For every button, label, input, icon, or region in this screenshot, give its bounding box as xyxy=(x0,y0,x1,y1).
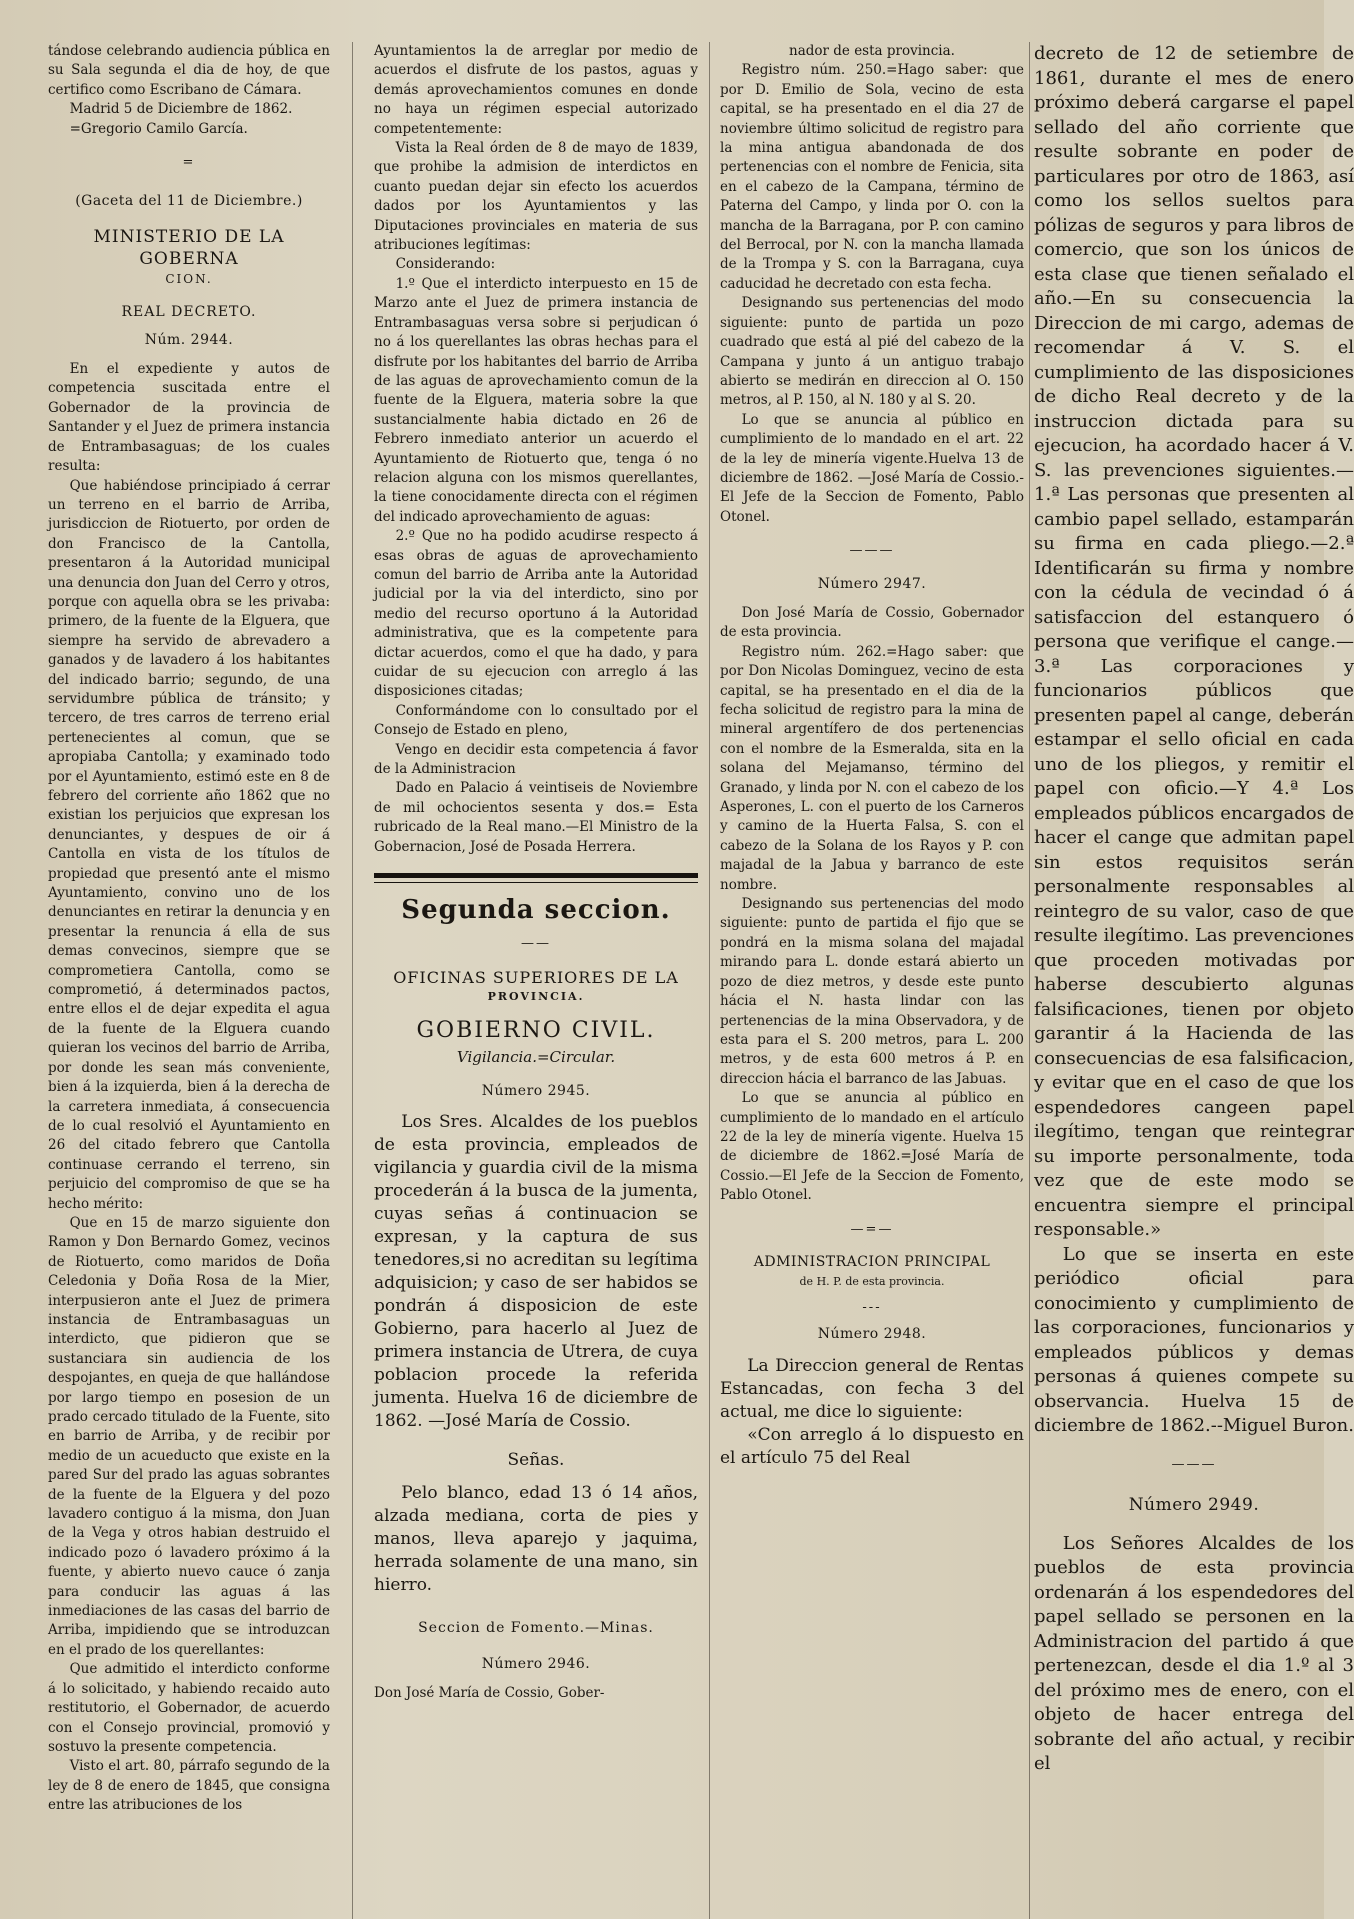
paragraph: Don José María de Cossio, Gobernador de esta provincia. xyxy=(720,604,1024,641)
paragraph: Que en 15 de marzo siguiente don Ramon y Don Bernardo Gomez, vecinos de Riotuerto, como maridos de Doña Celedonia y Doña Rosa de la Mier, interpusieron ante el Juez de primera instancia de Entrambasaguas un interdicto, que pidieron que se sustanciara sin audiencia de los despojantes, en queja de que hallándose por largo tiempo en posesion de un prado cercado titulado de la Fuente, sito en barrio de Arriba, y de recibir por medio de un acueducto que existe en la pared Sur del prado las aguas sobrantes de la fuente de la Elguera y del pozo lavadero contiguo á la misma, don Juan de la Vega y otros habian destruido el indicado pozo ó lavadero próximo á la fuente, y abierto nuevo cauce ó zanja para conducir las aguas á las inmediaciones de las casas del barrio de Arriba, impidiendo que se introduzcan en el prado de los querellantes: xyxy=(48,1214,330,1658)
paragraph: Conformándome con lo consultado por el Consejo de Estado en pleno, xyxy=(374,702,698,739)
date-line: Madrid 5 de Diciembre de 1862. xyxy=(69,101,293,118)
paragraph: Registro núm. 262.=Hago saber: que por Don Nicolas Dominguez, vecino de esta capital, se ha presentado en el dia de la fecha solicitud de registro para la mina de mineral argentífero de dos pertenencias con el nombre de la Esmeralda, sita en la solana del Mejamanso, término del Granado, y linda por N. con el cabezo de los Asperones, L. con el puerto de los Carneros y camino de la Huerta Falsa, S. con el cabezo de la Solana de los Rayos y P. con majadal de la Jabua y barranco de este nombre. xyxy=(720,643,1024,893)
paragraph: Designando sus pertenencias del modo siguiente: punto de partida un pozo cuadrado que está al pié del cabezo de la Campana y junto á un antiguo trabajo abierto se medirán en direccion al O. 150 metros, al P. 150, al N. 180 y al S. 20. xyxy=(720,295,1024,409)
real-decreto-heading: REAL DECRETO. xyxy=(121,304,257,321)
number-heading: Número 2946. xyxy=(481,1655,591,1672)
paragraph: La Direccion general de Rentas Estancadas, con fecha 3 del actual, me dice lo siguiente: xyxy=(720,1355,1024,1422)
paragraph: Los Sres. Alcaldes de los pueblos de esta provincia, empleados de vigilancia y guardia civil de la misma procederán á la busca de la jumenta, cuyas señas á continuacion se expresan, y la captura de sus tenedores,si no acreditan su legítima adquisicion; y caso de ser habidos se pondrán á disposicion de este Gobierno, para hacerlo al Juez de primera instancia de Utrera, de cuya poblacion procede la referida jumenta. Huelva 16 de diciembre de 1862. —José María de Cossio. xyxy=(374,1111,698,1431)
paragraph: 1.º Que el interdicto interpuesto en 15 de Marzo ante el Juez de primera instancia de Entrambasaguas versa sobre si perjudican ó no á los querellantes las obras hechas para el disfrute por los habitantes del barrio de Arriba de las aguas de aprovechamiento comun de la fuente de la Elguera, materia sobre la que sustancialmente habia dictado en 26 de Febrero inmediato anterior un acuerdo el Ayuntamiento de Riotuerto que, tenga ó no relacion alguna con los mismos querellantes, la tiene conocidamente directa con el régimen del indicado aprovechamiento de aguas: xyxy=(374,275,698,525)
paragraph: Lo que se anuncia al público en cumplimiento de lo mandado en el art. 22 de la ley de minería vigente.Huelva 13 de diciembre de 1862. —José María de Cossio.-El Jefe de la Seccion de Fomento, Pablo Otonel. xyxy=(720,411,1024,525)
paragraph: En el expediente y autos de competencia suscitada entre el Gobernador de la provincia de Santander y el Juez de primera instancia de Entrambasaguas; de los cuales resulta: xyxy=(48,361,330,475)
number-heading: Número 2949. xyxy=(1128,1495,1260,1515)
paragraph: 2.º Que no ha podido acudirse respecto á esas obras de aguas de aprovechamiento comun del barrio de Arriba ante la Autoridad judicial por la via del interdicto, sino por medio del recurso oportuno á la Autoridad administrativa, que es la competente para dictar acuerdos, como el que ha dado, y para cuidar de su ejecucion con arreglo á las disposiciones citadas; xyxy=(374,528,698,700)
separator: --- xyxy=(862,1299,882,1315)
separator: ——— xyxy=(1171,1456,1217,1472)
paragraph: Registro núm. 250.=Hago saber: que por D. Emilio de Sola, vecino de esta capital, se ha presentado en el dia 27 de noviembre último solicitud de registro para la mina antigua abandonada de dos pertenencias con el nombre de Fenicia, sita en el cabezo de la Campana, término de Paterna del Campo, y linda por O. con la mancha de la Barragana, por P. con camino del Berrocal, por N. con la mancha llamada de la Trompa y S. con la Barragana, cuya caducidad he decretado con esta fecha. xyxy=(720,62,1024,292)
separator: = xyxy=(182,155,196,171)
paragraph: nador de esta provincia. xyxy=(789,43,955,59)
section-rule-thick xyxy=(374,873,698,878)
separator: —— xyxy=(521,936,551,952)
administracion-heading: ADMINISTRACION PRINCIPAL xyxy=(753,1253,991,1270)
paragraph: Pelo blanco, edad 13 ó 14 años, alzada mediana, corta de pies y manos, lleva aparejo y jaquima, herrada solamente de una mano, sin hierro. xyxy=(374,1483,698,1596)
oficinas-heading: OFICINAS SUPERIORES DE LA xyxy=(393,967,679,987)
paragraph: Ayuntamientos la de arreglar por medio de acuerdos el disfrute de los pastos, aguas y demás aprovechamientos comunes en donde no haya un régimen especial autorizado competentemente: xyxy=(374,43,698,137)
paragraph: Visto el art. 80, párrafo segundo de la ley de 8 de enero de 1845, que consigna entre las atribuciones de los xyxy=(48,1758,330,1814)
column-2 xyxy=(374,42,698,1919)
columns xyxy=(48,42,1354,1919)
number-heading: Núm. 2944. xyxy=(144,331,234,348)
column-1 xyxy=(48,42,330,1919)
signature: =Gregorio Camilo García. xyxy=(69,120,248,137)
section-rule-thin xyxy=(374,882,698,883)
column-rule xyxy=(352,42,353,1919)
number-heading: Número 2947. xyxy=(817,575,927,592)
intro-text: tándose celebrando audiencia pública en su Sala segunda el dia de hoy, de que certifico como Escribano de Cámara. xyxy=(48,43,330,98)
separator: —=— xyxy=(850,1221,894,1237)
paragraph: Vista la Real órden de 8 de mayo de 1839, que prohibe la admision de interdictos en cuanto puedan dejar sin efecto los acuerdos dados por los Ayuntamientos y las Diputaciones provinciales en materia de sus atribuciones legítimas: xyxy=(374,140,698,254)
number-heading: Número 2945. xyxy=(481,1082,591,1099)
paragraph: Don José María de Cossio, Gober- xyxy=(374,1685,605,1702)
paragraph: Lo que se anuncia al público en cumplimiento de lo mandado en el artículo 22 de la ley de minería vigente. Huelva 15 de diciembre de 1862.=José María de Cossio.—El Jefe de la Seccion de Fomento, Pablo Otonel. xyxy=(720,1090,1024,1204)
column-rule xyxy=(1029,42,1030,1919)
number-heading: Número 2948. xyxy=(817,1326,927,1343)
paragraph: Que habiéndose principiado á cerrar un terreno en el barrio de Arriba, jurisdiccion de Riotuerto, por orden de don Francisco de la Cantolla, presentaron á la Autoridad municipal una denuncia don Juan del Cerro y otros, porque con aquella obra se les privaba: primero, de la fuente de la Elguera, que siempre ha servido de abrevadero a ganados y de lavadero á los habitantes del indicado barrio; segundo, de una servidumbre pública de tránsito; y tercero, de tres carros de terreno erial pertenecientes al comun, que se apropiaba Cantolla; y examinado todo por el Ayuntamiento, estimó este en 8 de febrero del corriente año 1862 que no existian los perjuicios que expresan los denunciantes, y despues de oir á Cantolla en vista de los títulos de propiedad que presentó ante el mismo Ayuntamiento, convino uno de los denunciantes en retirar la denuncia y en presentar la renuncia á ella de sus demas convecinos, siempre que se comprometiera Cantolla, como se comprometió, á determinados pactos, entre ellos el de dejar expedita el agua de la fuente de la Elguera cuando quieran los vecinos del barrio de Arriba, por donde les sean más conveniente, bien á la izquierda, bien á la derecha de la carretera inmediata, á consecuencia de lo cual resolvió el Ayuntamiento en 26 del citado febrero que Cantolla continuase cerrando el terreno, sin perjuicio del compromiso de que se ha hecho mérito: xyxy=(48,477,330,1212)
paragraph: decreto de 12 de setiembre de 1861, durante el mes de enero próximo deberá cargarse el papel sellado del año corriente que resulte sobrante en poder de particulares por otro de 1863, así como los sellos sueltos para pólizas de seguros y para libros de comercio, que son los únicos de esta clase que tienen señalado el año.—En su consecuencia la Direccion de mi cargo, ademas de recomendar á V. S. el cumplimiento de las disposiciones de dicho Real decreto y de la instruccion dictada para su ejecucion, ha acordado hacer á V. S. las prevenciones siguientes.—1.ª Las personas que presenten al cambio papel sellado, estamparán su firma en cada pliego.—2.ª Identificarán su firma y nombre con la cédula de vecindad ó á satisfaccion del estanquero ó persona que verifique el cange.—3.ª Las corporaciones y funcionarios públicos que presenten papel al cange, deberán estampar el sello oficial en cada uno de los pliegos, y remitir el papel con oficio.—Y 4.ª Los empleados públicos encargados de hacer el cange que admitan papel sin estos requisitos serán personalmente responsables al reintegro de su valor, caso de que resulte ilegítimo. Las prevenciones que proceden motivadas por haberse descubierto algunas falsificaciones, tienen por objeto garantir á la Hacienda de las consecuencias de esa falsificacion, y evitar que en el caso de que los espendedores cangeen papel ilegítimo, tengan que reintegrar su importe personalmente, toda vez que de este modo se encuentra siempre el principal responsable.» xyxy=(1034,43,1354,1240)
column-4 xyxy=(1034,42,1354,1919)
paragraph: «Con arreglo á lo dispuesto en el artículo 75 del Real xyxy=(720,1424,1024,1468)
paragraph: Considerando: xyxy=(395,256,496,273)
gaceta-reference: (Gaceta del 11 de Diciembre.) xyxy=(75,193,303,210)
column-rule xyxy=(709,42,710,1919)
ministerio-heading: MINISTERIO DE LA GOBERNA xyxy=(93,226,285,269)
section-heading: Segunda seccion. xyxy=(401,895,671,926)
paragraph: Los Señores Alcaldes de los pueblos de esta provincia ordenarán á los espendedores del papel sellado se personen en la Administracion del partido á que pertenezcan, desde el dia 1.º al 3 del próximo mes de enero, con el objeto de hacer entrega del sobrante del año actual, y recibir el xyxy=(1034,1532,1354,1774)
separator: ——— xyxy=(849,543,895,559)
paragraph: Dado en Palacio á veintiseis de Noviembre de mil ochocientos sesenta y dos.= Esta rubricado de la Real mano.—El Ministro de la Gobernacion, José de Posada Herrera. xyxy=(374,780,698,855)
column-3 xyxy=(720,42,1024,1919)
gobierno-heading: GOBIERNO CIVIL. xyxy=(416,1017,656,1043)
paragraph: Designando sus pertenencias del modo siguiente: punto de partida el fijo que se pondrá en la misma solana del majadal mirando para L. donde estará abierto un pozo de diez metros, y desde este punto hácia el N. hasta lindar con las pertenencias de la mina Observadora, y de esta para el S. 200 metros, para L. 200 metros, y de esta 600 metros á P. en direccion hácia el barranco de las Jabuas. xyxy=(720,896,1024,1087)
oficinas-heading-cont: PROVINCIA. xyxy=(487,990,585,1004)
paragraph: Que admitido el interdicto conforme á lo solicitado, y habiendo recaido auto restitutorio, el Gobernador, de acuerdo con el Consejo provincial, promovió y sostuvo la presente competencia. xyxy=(48,1661,330,1755)
seccion-heading: Seccion de Fomento.—Minas. xyxy=(418,1620,654,1637)
paragraph: Lo que se inserta en este periódico oficial para conocimiento y cumplimiento de las corporaciones, funcionarios y empleados públicos y demas personas á quienes compete su observancia. Huelva 15 de diciembre de 1862.--Miguel Buron. xyxy=(1034,1243,1354,1436)
senas-heading: Señas. xyxy=(507,1449,565,1470)
ministerio-heading-cont: CION. xyxy=(165,271,213,286)
administracion-heading-cont: de H. P. de esta provincia. xyxy=(799,1275,945,1289)
paragraph: Vengo en decidir esta competencia á favor de la Administracion xyxy=(374,741,698,778)
vigilancia-heading: Vigilancia.=Circular. xyxy=(456,1048,616,1067)
